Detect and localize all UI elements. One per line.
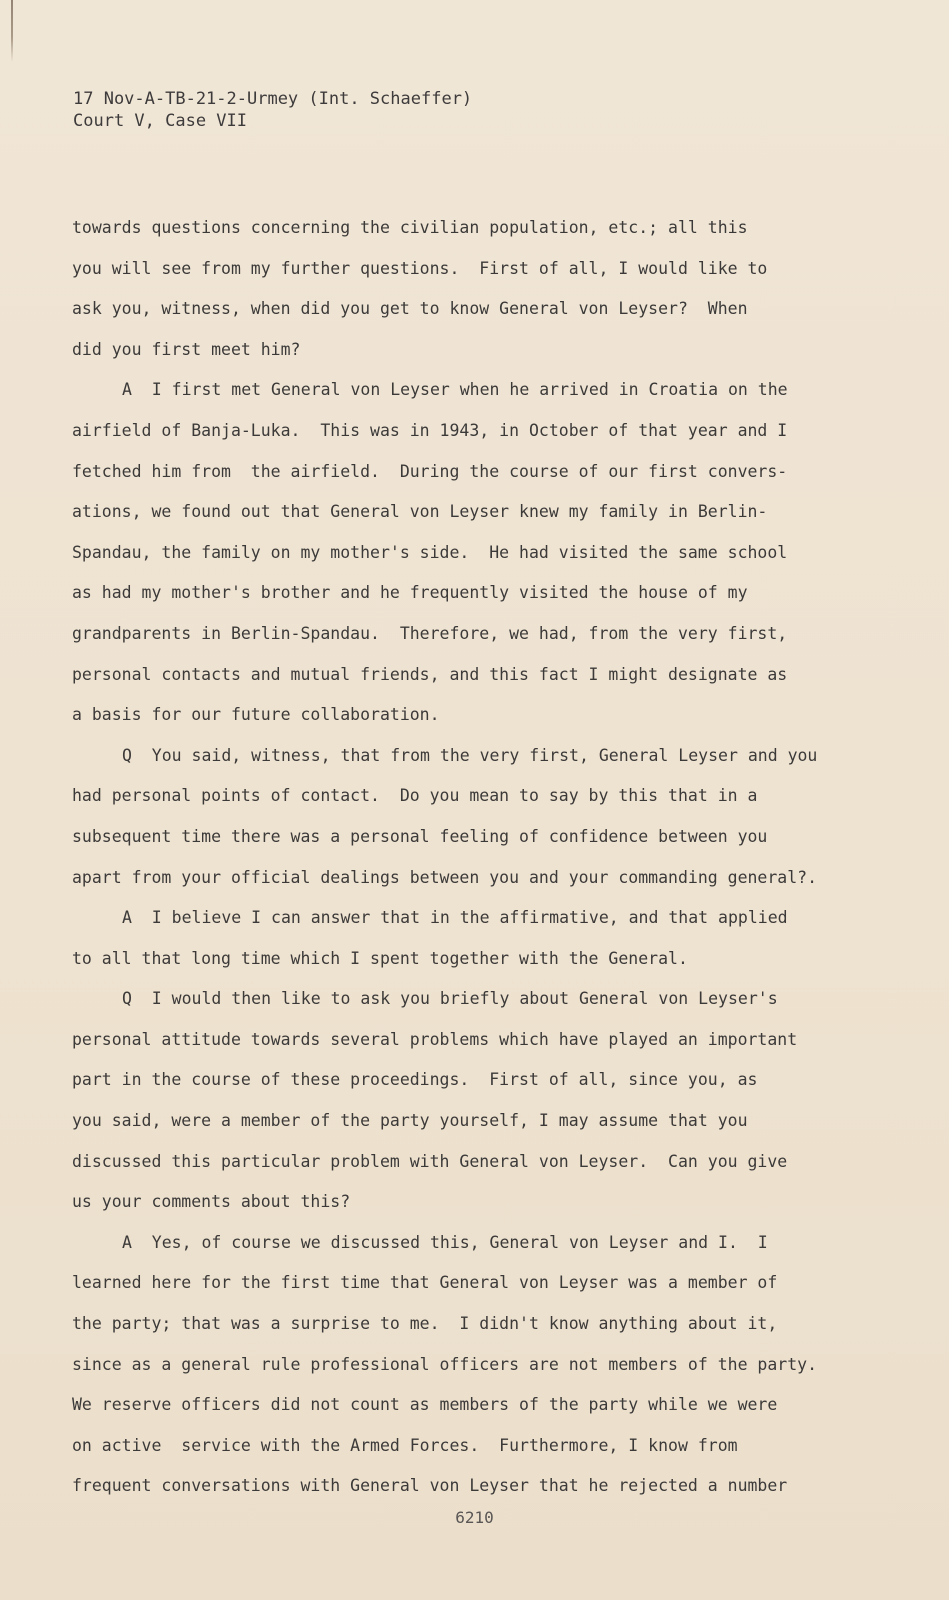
text-line: ask you, witness, when did you get to know General von Leyser? When (72, 299, 748, 319)
text-line: learned here for the first time that General von Leyser was a member of (72, 1273, 778, 1293)
answer-line: A Yes, of course we discussed this, General von Leyser and I. I (122, 1232, 768, 1252)
text-line: subsequent time there was a personal feeling of confidence between you (72, 826, 768, 846)
text-line: as had my mother's brother and he frequently visited the house of my (72, 583, 748, 603)
text-line: We reserve officers did not count as members of the party while we were (72, 1395, 778, 1415)
text-line: discussed this particular problem with General von Leyser. Can you give (72, 1151, 788, 1171)
header-reference-line: 17 Nov-A-TB-21-2-Urmey (Int. Schaeffer) (73, 89, 473, 109)
text-line: personal contacts and mutual friends, and this fact I might designate as (72, 664, 788, 684)
transcript-body (72, 208, 862, 1507)
question-line: Q You said, witness, that from the very first, General Leyser and you (122, 745, 818, 765)
text-line: had personal points of contact. Do you mean to say by this that in a (72, 786, 758, 806)
text-line: a basis for our future collaboration. (72, 705, 440, 725)
text-line: on active service with the Armed Forces. Furthermore, I know from (72, 1435, 738, 1455)
text-line: personal attitude towards several problems which have played an important (72, 1029, 798, 1049)
text-line: since as a general rule professional officers are not members of the party. (72, 1354, 818, 1374)
text-line: did you first meet him? (72, 339, 301, 359)
text-line: apart from your official dealings between you and your commanding general?. (72, 867, 818, 887)
text-line: towards questions concerning the civilian population, etc.; all this (72, 218, 748, 237)
text-line: Spandau, the family on my mother's side. He had visited the same school (72, 542, 788, 562)
text-line: to all that long time which I spent together with the General. (72, 948, 688, 968)
answer-line: A I first met General von Leyser when he arrived in Croatia on the (122, 380, 788, 400)
text-line: airfield of Banja-Luka. This was in 1943, in October of that year and I (72, 420, 788, 440)
case-header (73, 88, 472, 132)
text-line: fetched him from the airfield. During the course of our first convers- (72, 461, 788, 481)
text-line: us your comments about this? (72, 1192, 351, 1212)
text-line: you said, were a member of the party yourself, I may assume that you (72, 1111, 748, 1131)
text-line: frequent conversations with General von Leyser that he rejected a number (72, 1476, 788, 1496)
page-number: 6210 (455, 1508, 494, 1527)
paper-fold-mark (11, 0, 13, 62)
answer-line: A I believe I can answer that in the affirmative, and that applied (122, 908, 788, 928)
text-line: the party; that was a surprise to me. I didn't know anything about it, (72, 1314, 778, 1334)
text-line: ations, we found out that General von Leyser knew my family in Berlin- (72, 502, 768, 522)
text-line: you will see from my further questions. First of all, I would like to (72, 258, 768, 278)
text-line: grandparents in Berlin-Spandau. Therefore, we had, from the very first, (72, 623, 788, 643)
text-line: part in the course of these proceedings. First of all, since you, as (72, 1070, 758, 1090)
question-line: Q I would then like to ask you briefly about General von Leyser's (122, 989, 778, 1009)
header-court-line: Court V, Case VII (73, 111, 247, 131)
